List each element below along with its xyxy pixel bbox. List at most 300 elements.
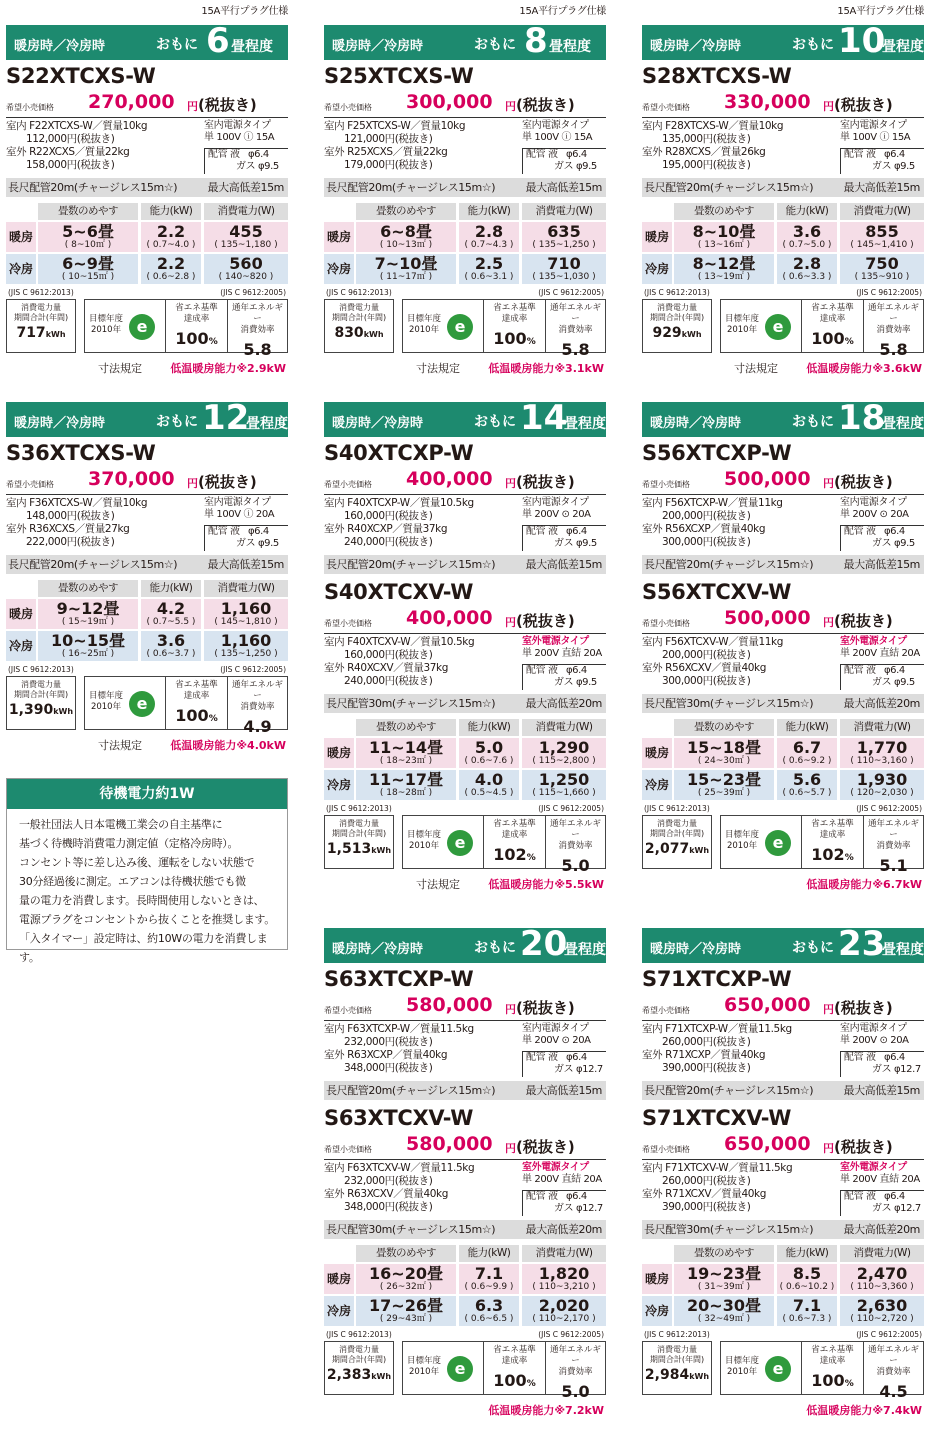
energy-efficiency (84, 299, 288, 359)
liquid-size: φ6.4 (883, 665, 905, 676)
max-height: 最大高低差15m (525, 1084, 602, 1097)
low-temp-value: ※3.6kW (872, 362, 922, 375)
tatami-size: 20 (520, 924, 568, 964)
outdoor-model: R71XCXP／質量40kg (665, 1049, 766, 1061)
outdoor-label: 室外 (642, 1049, 663, 1061)
col-power: 消費電力(W) (522, 1245, 606, 1262)
cool-room-area: ( 13~19㎡ ) (697, 272, 751, 282)
heat-room (38, 222, 138, 252)
heat-cap-range: ( 0.7~5.5 ) (146, 617, 196, 627)
tatami-unit: 畳程度 (564, 942, 606, 958)
cool-cap-value: 2.5 (474, 254, 504, 273)
low-temp-capacity (488, 1402, 604, 1418)
heat-cap-range: ( 0.6~9.2 ) (782, 756, 832, 766)
long-pipe-row (6, 555, 288, 574)
omoni-label: おもに (156, 37, 198, 53)
cool-room (38, 254, 138, 284)
price-value: 650,000 (724, 994, 811, 1016)
cool-cap-value: 3.6 (156, 631, 186, 650)
gas-label: ガス (554, 677, 574, 688)
rate-label-1: 省エネ基準 (811, 819, 854, 829)
pipe-label: 配管 (526, 1191, 546, 1202)
annual-value: 1,390 (8, 702, 54, 718)
heat-power (522, 738, 606, 768)
power-source-spec: 単 200V 直結 20A (522, 648, 602, 659)
heat-room-value: 9~12畳 (56, 599, 120, 618)
apf-label-2: 消費効率 (876, 325, 911, 335)
rate-label-2: 達成率 (501, 1356, 528, 1366)
cool-room-value: 7~10畳 (374, 254, 438, 273)
model-block (642, 62, 924, 197)
indoor-price: 160,000円(税抜き) (344, 649, 433, 661)
annual-label-2: 期間合計(年間) (649, 1355, 705, 1364)
annual-consumption (6, 676, 76, 730)
outdoor-price: 240,000円(税抜き) (344, 536, 433, 548)
heat-pow-range: ( 135~1,180 ) (214, 240, 278, 250)
cool-cap-range: ( 0.6~2.8 ) (146, 272, 196, 282)
power-source-spec: 単 200V 直結 20A (840, 1174, 920, 1185)
tatami-size: 12 (202, 398, 250, 438)
outdoor-price: 240,000円(税抜き) (344, 675, 433, 687)
eco-mark-icon: e (765, 1356, 791, 1382)
cool-room (674, 254, 774, 284)
rate-value: 100 (175, 329, 209, 348)
cool-capacity (141, 631, 201, 661)
rate-label-2: 達成率 (819, 830, 846, 840)
cool-power (840, 770, 924, 800)
pipe-label: 配管 (526, 1052, 546, 1063)
product-group (324, 965, 606, 1418)
cool-power (522, 1296, 606, 1326)
omoni-label: おもに (792, 940, 834, 956)
col-power: 消費電力(W) (840, 203, 924, 220)
cool-cap-value: 2.2 (156, 254, 186, 273)
price-value: 400,000 (406, 607, 493, 629)
model-name: S40XTCXP-W (324, 441, 474, 465)
target-year-label: 目標年度 (725, 830, 760, 840)
eco-mark-icon: e (447, 314, 473, 340)
liquid-size: φ6.4 (565, 149, 587, 160)
cool-room-value: 6~9畳 (62, 254, 114, 273)
indoor-label: 室内 (642, 636, 663, 648)
model-name: S63XTCXP-W (324, 967, 474, 991)
long-pipe: 長尺配管20m(チャージレス15m☆) (644, 558, 814, 571)
kwh-unit: kWh (371, 846, 392, 855)
apf-label-1: 通年エネルギー (231, 680, 283, 701)
outdoor-model: R25XCXS／質量22kg (347, 146, 448, 158)
power-source (840, 497, 924, 521)
energy-efficiency (720, 1341, 924, 1401)
long-pipe-row (642, 694, 924, 713)
outdoor-price: 390,000円(税抜き) (662, 1201, 751, 1213)
model-name: S36XTCXS-W (6, 441, 156, 465)
cool-capacity (459, 770, 519, 800)
outdoor-label: 室外 (324, 1049, 345, 1061)
gas-size: φ9.5 (893, 161, 915, 172)
unit-info (324, 497, 520, 549)
heat-room (674, 738, 774, 768)
heat-pow-value: 1,160 (220, 599, 272, 618)
cool-capacity (777, 770, 837, 800)
heat-power (840, 738, 924, 768)
rate-label-2: 達成率 (819, 1356, 846, 1366)
heat-power (840, 1264, 924, 1294)
heat-cap-value: 2.8 (474, 222, 504, 241)
heat-room-area: ( 8~10㎡ ) (64, 240, 112, 250)
pipe-label: 配管 (844, 665, 864, 676)
footer-row (324, 876, 606, 892)
model-name: S28XTCXS-W (642, 64, 792, 88)
col-capacity: 能力(kW) (459, 719, 519, 736)
standby-line: 量の電力を消費します。長時間使用しないときは、 (19, 894, 265, 907)
eco-row (642, 815, 924, 875)
gas-label: ガス (872, 677, 892, 688)
annual-label-1: 消費電力量 (339, 303, 379, 312)
price-row (324, 993, 606, 1021)
power-source (840, 1162, 924, 1186)
plug-note: 15A平行プラグ仕様 (837, 6, 924, 17)
dimension-rule: 寸法規定 (416, 878, 460, 891)
apf-value: 4.9 (243, 717, 272, 736)
apf-value: 5.1 (879, 856, 908, 875)
apf-label-2: 消費効率 (876, 841, 911, 851)
apf-label-2: 消費効率 (558, 325, 593, 335)
jis-2005: (JIS C 9612:2005) (856, 1330, 922, 1339)
annual-label-2: 期間合計(年間) (13, 690, 69, 699)
price-row (642, 993, 924, 1021)
gas-size: φ9.5 (893, 538, 915, 549)
heat-room-area: ( 18~23㎡ ) (379, 756, 433, 766)
pipe-spec (522, 664, 606, 690)
outdoor-price: 158,000円(税抜き) (26, 159, 115, 171)
price-row (324, 606, 606, 634)
annual-label-2: 期間合計(年間) (649, 313, 705, 322)
jis-2013: (JIS C 9612:2013) (644, 804, 710, 813)
annual-label-1: 消費電力量 (657, 819, 697, 828)
annual-consumption (642, 299, 712, 353)
price-value: 650,000 (724, 1133, 811, 1155)
cool-power (840, 254, 924, 284)
indoor-label: 室内 (642, 120, 663, 132)
power-source-type: 室内電源タイプ (204, 120, 271, 131)
dimension-rule: 寸法規定 (98, 739, 142, 752)
liquid-size: φ6.4 (247, 526, 269, 537)
heat-room-value: 8~10畳 (692, 222, 756, 241)
heat-room-area: ( 31~39㎡ ) (697, 1282, 751, 1292)
target-year: 2010年 (408, 1367, 440, 1377)
cool-room-area: ( 32~49㎡ ) (697, 1314, 751, 1324)
heat-capacity (459, 738, 519, 768)
gas-size: φ12.7 (893, 1064, 921, 1075)
heat-pow-range: ( 115~2,800 ) (532, 756, 596, 766)
eco-row (6, 299, 288, 359)
standby-line: コンセント等に差し込み後、運転をしない状態で (19, 856, 255, 869)
jis-2013: (JIS C 9612:2013) (8, 288, 74, 297)
cool-room (356, 254, 456, 284)
liquid-label: 液 (229, 149, 240, 160)
model-block (642, 439, 924, 574)
low-temp-label: 低温暖房能力 (170, 739, 237, 752)
gas-label: ガス (554, 538, 574, 549)
indoor-price: 232,000円(税抜き) (344, 1175, 433, 1187)
achievement-rate (801, 816, 863, 868)
kwh-unit: kWh (45, 330, 66, 339)
long-pipe: 長尺配管20m(チャージレス15m☆) (326, 1084, 496, 1097)
cool-pow-range: ( 115~1,660 ) (532, 788, 596, 798)
target-year-label: 目標年度 (725, 1356, 760, 1366)
target-year-label: 目標年度 (407, 314, 442, 324)
heat-room (674, 222, 774, 252)
pipe-label: 配管 (208, 149, 228, 160)
annual-value: 2,383 (326, 1367, 372, 1383)
outdoor-model: R71XCXV／質量40kg (665, 1188, 766, 1200)
unit-info (6, 120, 202, 172)
price-row (324, 467, 606, 495)
pipe-spec (522, 148, 606, 174)
gas-label: ガス (236, 538, 256, 549)
spec-block (642, 1021, 924, 1079)
power-source (522, 497, 606, 521)
low-temp-capacity (488, 876, 604, 892)
heat-capacity (459, 222, 519, 252)
achievement-rate (483, 1342, 545, 1394)
indoor-label: 室内 (324, 636, 345, 648)
size-header (642, 924, 924, 964)
target-year: 2010年 (726, 1367, 758, 1377)
jis-2005: (JIS C 9612:2005) (538, 1330, 604, 1339)
yen-label: 円 (823, 1003, 834, 1016)
rate-value: 100 (493, 1371, 527, 1390)
heat-cap-value: 2.2 (156, 222, 186, 241)
size-header (6, 398, 288, 438)
spec-block (642, 495, 924, 553)
cool-room-area: ( 29~43㎡ ) (379, 1314, 433, 1324)
apf (863, 816, 923, 875)
outdoor-model: R63XCXP／質量40kg (347, 1049, 448, 1061)
rate-label-1: 省エネ基準 (811, 303, 854, 313)
energy-efficiency (402, 815, 606, 875)
low-temp-value: ※6.7kW (872, 878, 922, 891)
spec-block (324, 118, 606, 176)
apf-value: 5.8 (879, 340, 908, 359)
price-row (642, 606, 924, 634)
heat-label: 暖房 (642, 738, 672, 768)
cool-pow-value: 1,160 (220, 631, 272, 650)
liquid-label: 液 (547, 1191, 558, 1202)
outdoor-model: R40XCXV／質量37kg (347, 662, 448, 674)
cool-cap-range: ( 0.6~6.5 ) (464, 1314, 514, 1324)
annual-consumption (642, 815, 712, 869)
apf (863, 1342, 923, 1401)
tax-label: (税抜き) (516, 96, 575, 114)
cool-power (840, 1296, 924, 1326)
price-label: 希望小売価格 (642, 1006, 690, 1015)
cool-cap-range: ( 0.6~5.7 ) (782, 788, 832, 798)
tatami-size: 23 (838, 924, 886, 964)
max-height: 最大高低差15m (525, 558, 602, 571)
achievement-rate (483, 300, 545, 352)
col-room: 畳数のめやす (38, 580, 138, 597)
yen-label: 円 (505, 1142, 516, 1155)
price-row (324, 90, 606, 118)
target-year-label: 目標年度 (407, 1356, 442, 1366)
yen-label: 円 (187, 477, 198, 490)
eco-mark-icon: e (447, 830, 473, 856)
product-group (642, 965, 924, 1418)
max-height: 最大高低差15m (207, 558, 284, 571)
cool-pow-range: ( 135~1,250 ) (214, 649, 278, 659)
rate-label-2: 達成率 (183, 691, 210, 701)
power-source (522, 1023, 606, 1047)
gas-label: ガス (872, 538, 892, 549)
jis-row (642, 289, 924, 299)
pipe-label: 配管 (526, 149, 546, 160)
gas-label: ガス (872, 1203, 892, 1214)
apf-label-1: 通年エネルギー (549, 303, 601, 324)
plug-note: 15A平行プラグ仕様 (519, 6, 606, 17)
model-name: S56XTCXP-W (642, 441, 792, 465)
annual-label-2: 期間合計(年間) (331, 829, 387, 838)
footer-row (6, 360, 288, 376)
col-capacity: 能力(kW) (777, 203, 837, 220)
price-label: 希望小売価格 (6, 480, 54, 489)
low-temp-value: ※4.0kW (236, 739, 286, 752)
apf-label-2: 消費効率 (558, 1367, 593, 1377)
power-source-spec: 単 200V ⊙ 20A (522, 509, 591, 520)
cool-capacity (141, 254, 201, 284)
jis-row (642, 805, 924, 815)
pipe-spec (204, 148, 288, 174)
long-pipe-row (642, 555, 924, 574)
apf-label-2: 消費効率 (240, 325, 275, 335)
cool-pow-range: ( 110~2,720 ) (850, 1314, 914, 1324)
outdoor-model: R28XCXS／質量26kg (665, 146, 766, 158)
long-pipe: 長尺配管20m(チャージレス15m☆) (644, 1084, 814, 1097)
heat-label: 暖房 (324, 738, 354, 768)
outdoor-price: 300,000円(税抜き) (662, 675, 751, 687)
heat-capacity (777, 222, 837, 252)
heat-label: 暖房 (6, 599, 36, 629)
price-value: 580,000 (406, 994, 493, 1016)
heat-room-area: ( 24~30㎡ ) (697, 756, 751, 766)
pipe-label: 配管 (844, 526, 864, 537)
target-year-label: 目標年度 (89, 691, 124, 701)
footer-row (324, 1402, 606, 1418)
long-pipe-row (324, 555, 606, 574)
annual-label-1: 消費電力量 (657, 1345, 697, 1354)
cool-cap-value: 7.1 (792, 1296, 822, 1315)
spec-block (6, 118, 288, 176)
low-temp-capacity (806, 1402, 922, 1418)
long-pipe-row (324, 178, 606, 197)
model-block (324, 62, 606, 197)
pct-unit: % (844, 853, 854, 863)
col-room: 畳数のめやす (356, 719, 456, 736)
power-source-type: 室外電源タイプ (840, 636, 907, 647)
pct-unit: % (208, 337, 218, 347)
jis-2013: (JIS C 9612:2013) (326, 804, 392, 813)
power-source (522, 1162, 606, 1186)
cool-room (356, 770, 456, 800)
col-capacity: 能力(kW) (459, 1245, 519, 1262)
cool-pow-value: 2,630 (856, 1296, 908, 1315)
model-name: S56XTCXV-W (642, 580, 792, 604)
tax-label: (税抜き) (516, 1138, 575, 1156)
apf-label-1: 通年エネルギー (867, 819, 919, 840)
indoor-model: F63XTCXP-W／質量11.5kg (347, 1023, 474, 1035)
long-pipe-row (324, 1081, 606, 1100)
product-group (6, 439, 288, 753)
indoor-price: 160,000円(税抜き) (344, 510, 433, 522)
annual-label-1: 消費電力量 (339, 819, 379, 828)
cool-power (522, 254, 606, 284)
yen-label: 円 (823, 477, 834, 490)
long-pipe-row (324, 694, 606, 713)
annual-label-1: 消費電力量 (339, 1345, 379, 1354)
col-room: 畳数のめやす (356, 1245, 456, 1262)
outdoor-label: 室外 (642, 662, 663, 674)
cool-cap-range: ( 0.5~4.5 ) (464, 788, 514, 798)
eco-mark-icon: e (765, 314, 791, 340)
target-year: 2010年 (408, 325, 440, 335)
liquid-size: φ6.4 (565, 526, 587, 537)
long-pipe: 長尺配管30m(チャージレス15m☆) (326, 697, 496, 710)
indoor-price: 232,000円(税抜き) (344, 1036, 433, 1048)
annual-label-2: 期間合計(年間) (331, 1355, 387, 1364)
col-power: 消費電力(W) (840, 719, 924, 736)
pct-unit: % (526, 853, 536, 863)
apf (227, 677, 287, 736)
heat-cap-range: ( 0.7~4.3 ) (464, 240, 514, 250)
yen-label: 円 (823, 100, 834, 113)
heat-cap-value: 3.6 (792, 222, 822, 241)
long-pipe-row (642, 1220, 924, 1239)
cool-label: 冷房 (642, 1296, 672, 1326)
annual-consumption (324, 815, 394, 869)
pipe-spec (840, 1051, 924, 1077)
long-pipe-row (642, 178, 924, 197)
jis-row (6, 289, 288, 299)
gas-size: φ9.5 (575, 677, 597, 688)
outdoor-label: 室外 (6, 523, 27, 535)
heat-power (522, 222, 606, 252)
energy-efficiency (720, 815, 924, 875)
long-pipe-row (324, 1220, 606, 1239)
liquid-label: 液 (547, 665, 558, 676)
col-capacity: 能力(kW) (141, 580, 201, 597)
rate-label-1: 省エネ基準 (175, 303, 218, 313)
apf-value: 5.8 (561, 340, 590, 359)
heat-pow-range: ( 145~1,410 ) (850, 240, 914, 250)
spec-block (324, 1021, 606, 1079)
cool-pow-value: 1,930 (856, 770, 908, 789)
heat-room (356, 1264, 456, 1294)
apf-value: 4.5 (879, 1382, 908, 1401)
heat-cap-value: 5.0 (474, 738, 504, 757)
tax-label: (税抜き) (834, 1138, 893, 1156)
annual-value: 1,513 (326, 841, 372, 857)
cool-room-value: 15~23畳 (687, 770, 761, 789)
jis-2013: (JIS C 9612:2013) (8, 665, 74, 674)
long-pipe: 長尺配管30m(チャージレス15m☆) (644, 1223, 814, 1236)
unit-info (6, 497, 202, 549)
pipe-spec (522, 525, 606, 551)
tatami-unit: 畳程度 (231, 39, 273, 55)
heat-room-value: 19~23畳 (687, 1264, 761, 1283)
apf-value: 5.0 (561, 856, 590, 875)
standby-line: 一般社団法人日本電機工業会の自主基準に (19, 818, 223, 831)
cool-room-value: 10~15畳 (51, 631, 125, 650)
